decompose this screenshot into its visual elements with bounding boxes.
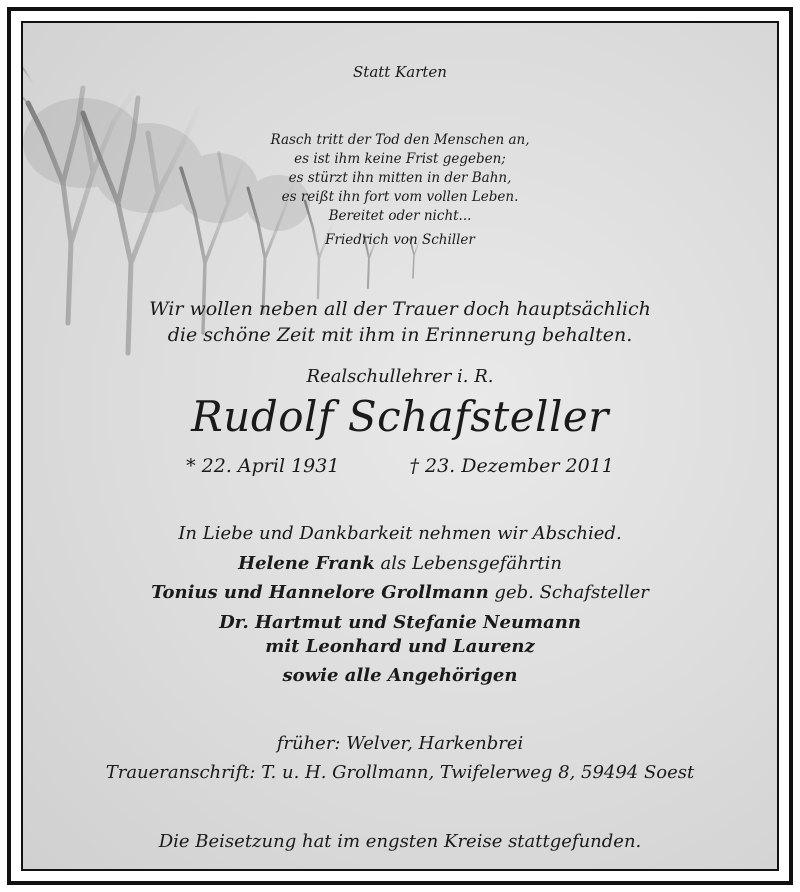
poem-line-2: es ist ihm keine Frist gegeben;	[294, 151, 506, 167]
partner-name: Helene Frank	[238, 553, 375, 574]
header-statt-karten: Statt Karten	[353, 63, 447, 81]
mourner-family-1	[23, 582, 777, 603]
family1-names: Tonius und Hannelore Grollmann	[151, 582, 489, 603]
funeral-note: Die Beisetzung hat im engsten Kreise stattgefunden.	[158, 831, 642, 852]
mourner-family-2-line-1: Dr. Hartmut und Stefanie Neumann	[219, 612, 581, 633]
life-dates	[23, 455, 777, 477]
birth-date: * 22. April 1931	[186, 455, 340, 477]
farewell-intro: In Liebe und Dankbarkeit nehmen wir Abschied.	[178, 523, 622, 544]
poem-line-3: es stürzt ihn mitten in der Bahn,	[288, 170, 512, 186]
deceased-name: Rudolf Schafsteller	[191, 392, 609, 441]
death-date: † 23. Dezember 2011	[409, 455, 614, 477]
poem-line-1: Rasch tritt der Tod den Menschen an,	[270, 132, 530, 148]
deceased-title: Realschullehrer i. R.	[306, 366, 494, 387]
poem-line-5: Bereitet oder nicht...	[328, 208, 472, 224]
outer-frame	[7, 7, 793, 885]
mourner-relatives: sowie alle Angehörigen	[282, 665, 518, 686]
inner-frame	[21, 21, 779, 871]
family1-note: geb. Schafsteller	[494, 582, 649, 603]
poem-author: Friedrich von Schiller	[325, 232, 475, 248]
obituary-content	[23, 23, 777, 869]
partner-role: als Lebensgefährtin	[380, 553, 562, 574]
quote-line-1: Wir wollen neben all der Trauer doch hauptsächlich	[149, 298, 651, 320]
mourner-partner	[23, 553, 777, 574]
poem-line-4: es reißt ihn fort vom vollen Leben.	[281, 189, 519, 205]
quote-line-2: die schöne Zeit mit ihm in Erinnerung behalten.	[167, 324, 633, 346]
former-residence: früher: Welver, Harkenbrei	[276, 733, 524, 754]
mourner-family-2-line-2: mit Leonhard und Laurenz	[265, 636, 535, 657]
mourning-address: Traueranschrift: T. u. H. Grollmann, Twifelerweg 8, 59494 Soest	[105, 762, 695, 783]
